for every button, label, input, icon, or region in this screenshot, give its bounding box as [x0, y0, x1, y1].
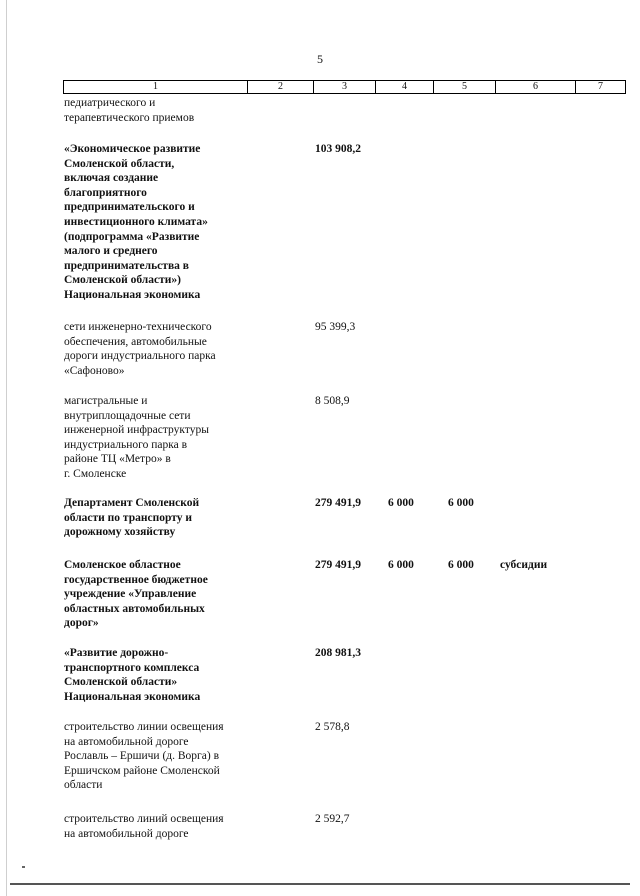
row-9-description-line: строительство линий освещения: [64, 813, 224, 825]
row-6-description-line: дорог»: [64, 617, 99, 630]
page-edge-line: [6, 0, 7, 896]
column-header-row: [63, 80, 626, 94]
row-1-description-line: педиатрического и: [64, 97, 156, 109]
row-8-description-line: области: [64, 779, 103, 792]
row-2-description-line: Смоленской области»): [64, 274, 181, 287]
row-6-amount-col-4: 6 000: [388, 559, 414, 571]
row-8-description-line: на автомобильной дороге: [64, 735, 189, 748]
row-6-description-line: учреждение «Управление: [64, 588, 197, 601]
row-3-description-line: «Сафоново»: [64, 364, 125, 377]
row-8-description-line: Ершичском районе Смоленской: [64, 764, 220, 777]
column-number-5: 5: [434, 81, 496, 94]
row-7-description-line: «Развитие дорожно-: [64, 647, 169, 659]
row-6-amount-col-5: 6 000: [448, 559, 474, 571]
row-4-description-line: инженерной инфраструктуры: [64, 424, 209, 437]
column-number-3: 3: [314, 81, 376, 94]
row-7-description-line: Национальная экономика: [64, 690, 201, 703]
row-2-description-line: малого и среднего: [64, 245, 158, 258]
row-4-description-line: г. Смоленске: [64, 468, 127, 480]
row-7-description-line: Смоленской области»: [64, 676, 178, 689]
column-number-4: 4: [376, 81, 434, 94]
row-2-description-line: (подпрограмма «Развитие: [64, 230, 200, 243]
row-6-description-line: областных автомобильных: [64, 602, 205, 615]
scan-speck: [22, 866, 25, 868]
row-2-amount-col-3: 103 908,2: [315, 143, 361, 155]
column-number-7: 7: [576, 81, 626, 94]
row-7-description-line: транспортного комплекса: [64, 661, 200, 674]
row-5-amount-col-4: 6 000: [388, 497, 414, 509]
row-2-description-line: инвестиционного климата»: [64, 216, 208, 228]
row-6-note: субсидии: [500, 559, 548, 571]
row-3-description-line: обеспечения, автомобильные: [64, 335, 207, 348]
row-3-description-line: сети инженерно-технического: [64, 321, 212, 333]
row-4-description-line: районе ТЦ «Метро» в: [64, 453, 171, 466]
row-4-amount-col-3: 8 508,9: [315, 395, 350, 407]
row-4-description-line: внутриплощадочные сети: [64, 409, 191, 422]
column-number-1: 1: [64, 81, 248, 94]
row-6-amount-col-3: 279 491,9: [315, 559, 361, 571]
row-8-description-line: строительство линии освещения: [64, 721, 224, 733]
row-5-description-line: дорожному хозяйству: [64, 526, 176, 539]
row-2-description-line: предпринимательского и: [64, 201, 195, 214]
column-number-2: 2: [248, 81, 314, 94]
row-9-amount-col-3: 2 592,7: [315, 813, 350, 825]
row-2-description-line: предпринимательства в: [64, 259, 189, 272]
row-1-description-line: терапевтического приемов: [64, 111, 195, 124]
row-3-description-line: дороги индустриального парка: [64, 350, 216, 363]
row-5-amount-col-5: 6 000: [448, 497, 474, 509]
bottom-rule-line: [10, 883, 630, 885]
row-3-amount-col-3: 95 399,3: [315, 321, 356, 333]
row-9-description-line: на автомобильной дороге: [64, 827, 189, 840]
row-5-description-line: Департамент Смоленской: [64, 497, 200, 509]
row-2-description-line: включая создание: [64, 172, 159, 185]
row-6-description-line: Смоленское областное: [64, 559, 181, 571]
row-7-amount-col-3: 208 981,3: [315, 647, 361, 659]
row-2-description-line: Национальная экономика: [64, 289, 201, 301]
row-2-description-line: «Экономическое развитие: [64, 143, 201, 155]
row-8-description-line: Рославль – Ершичи (д. Ворга) в: [64, 750, 220, 763]
column-number-6: 6: [496, 81, 576, 94]
row-5-amount-col-3: 279 491,9: [315, 497, 361, 509]
row-5-description-line: области по транспорту и: [64, 511, 192, 524]
row-8-amount-col-3: 2 578,8: [315, 721, 350, 733]
row-4-description-line: магистральные и: [64, 395, 148, 407]
page-number: 5: [317, 52, 323, 66]
row-2-description-line: Смоленской области,: [64, 157, 175, 170]
row-6-description-line: государственное бюджетное: [64, 573, 208, 586]
row-2-description-line: благоприятного: [64, 186, 147, 199]
row-4-description-line: индустриального парка в: [64, 438, 188, 451]
